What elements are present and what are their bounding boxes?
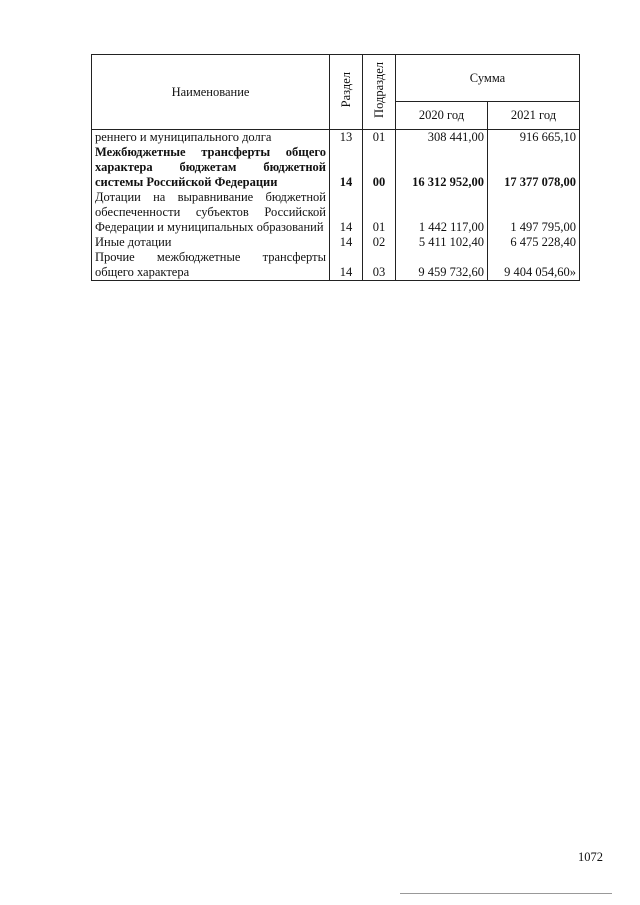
row-name: Межбюджетные трансферты общего характера бюджетам бюджетной системы Российской Федерации — [92, 145, 330, 190]
row-value-2021: 6 475 228,40 — [488, 235, 580, 250]
row-value-2020: 5 411 102,40 — [396, 235, 488, 250]
row-name: реннего и муниципального долга — [92, 130, 330, 146]
header-year-2021: 2021 год — [488, 102, 580, 130]
row-name: Иные дотации — [92, 235, 330, 250]
page-number: 1072 — [578, 850, 603, 864]
header-section — [330, 55, 363, 130]
row-section: 13 — [330, 130, 363, 146]
header-section-label: Раздел — [338, 72, 353, 108]
header-subsection-label: Подраздел — [371, 62, 386, 118]
row-value-2020: 9 459 732,60 — [396, 250, 488, 281]
header-subsection — [363, 55, 396, 130]
footer-divider — [400, 893, 612, 894]
row-value-2021: 17 377 078,00 — [488, 145, 580, 190]
row-subsection: 03 — [363, 250, 396, 281]
row-section: 14 — [330, 250, 363, 281]
table-row — [92, 190, 580, 235]
table-row — [92, 250, 580, 281]
row-value-2020: 308 441,00 — [396, 130, 488, 146]
row-section: 14 — [330, 235, 363, 250]
header-year-2020: 2020 год — [396, 102, 488, 130]
row-subsection: 02 — [363, 235, 396, 250]
row-value-2021: 1 497 795,00 — [488, 190, 580, 235]
table-row — [92, 235, 580, 250]
row-value-2020: 1 442 117,00 — [396, 190, 488, 235]
header-name: Наименование — [92, 55, 330, 130]
table-row — [92, 130, 580, 146]
row-value-2021: 916 665,10 — [488, 130, 580, 146]
row-section: 14 — [330, 190, 363, 235]
row-subsection: 01 — [363, 190, 396, 235]
row-subsection: 01 — [363, 130, 396, 146]
row-name: Прочие межбюджетные трансферты общего характера — [92, 250, 330, 281]
budget-table — [91, 54, 580, 281]
table-row — [92, 145, 580, 190]
row-value-2020: 16 312 952,00 — [396, 145, 488, 190]
row-value-2021: 9 404 054,60» — [488, 250, 580, 281]
header-sum: Сумма — [396, 55, 580, 102]
row-name: Дотации на выравнивание бюджетной обеспеченности субъектов Российской Федерации и муниципальных образований — [92, 190, 330, 235]
row-section: 14 — [330, 145, 363, 190]
row-subsection: 00 — [363, 145, 396, 190]
